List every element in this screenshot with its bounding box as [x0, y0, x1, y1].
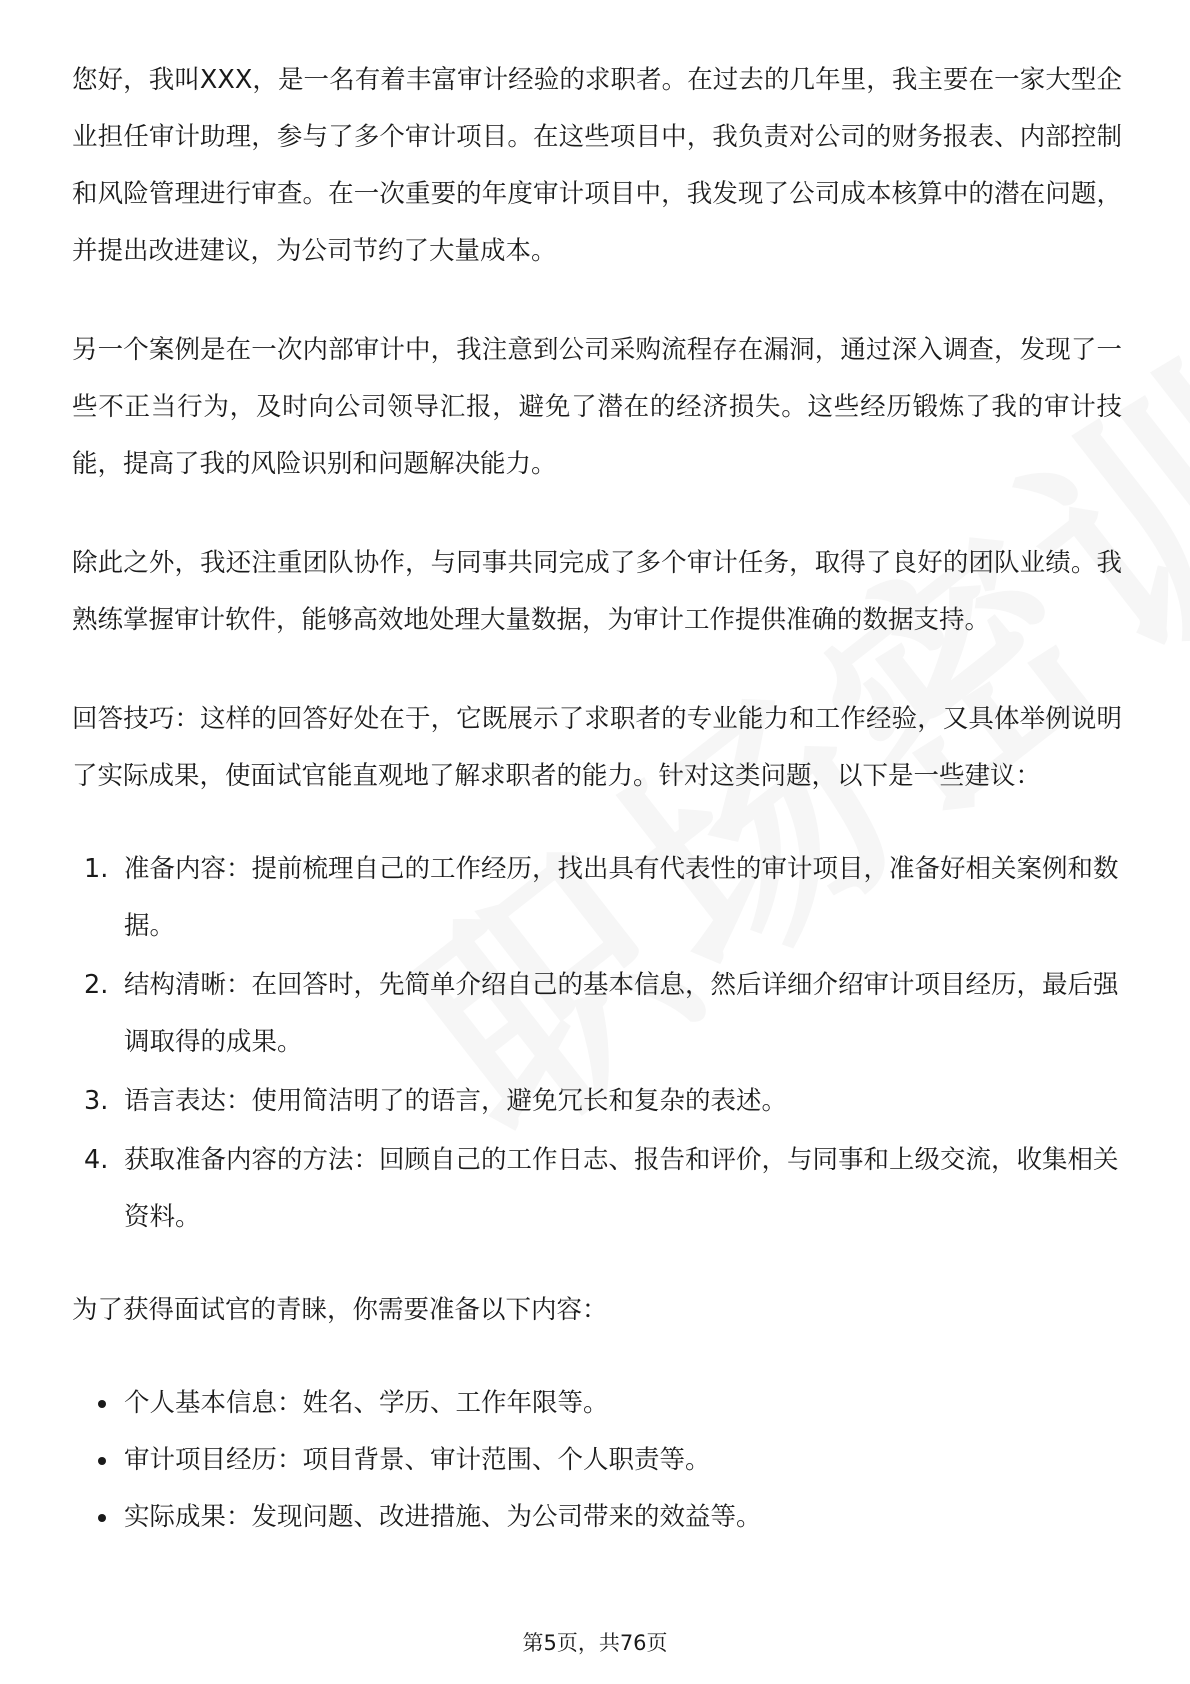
paragraph-case: 另一个案例是在一次内部审计中，我注意到公司采购流程存在漏洞，通过深入调查，发现了一些不正当行为，及时向公司领导汇报，避免了潜在的经济损失。这些经历锻炼了我的审计技能，提高了我的风险识别和问题解决能力。: [72, 335, 1122, 479]
list-item: [72, 1132, 1122, 1246]
list-item-text: 语言表达：使用简洁明了的语言，避免冗长和复杂的表述。: [124, 1086, 788, 1116]
paragraph-tips: 回答技巧：这样的回答好处在于，它既展示了求职者的专业能力和工作经验，又具体举例说明了实际成果，使面试官能直观地了解求职者的能力。针对这类问题，以下是一些建议：: [72, 704, 1122, 791]
paragraph-prep-intro: 为了获得面试官的青睐，你需要准备以下内容：: [72, 1295, 608, 1325]
prep-bullet-list: [72, 1375, 1122, 1546]
list-item-text: 实际成果：发现问题、改进措施、为公司带来的效益等。: [124, 1502, 762, 1532]
list-item-text: 审计项目经历：项目背景、审计范围、个人职责等。: [124, 1445, 711, 1475]
bullet-dot-icon: [98, 1400, 106, 1408]
paragraph-teamwork: 除此之外，我还注重团队协作，与同事共同完成了多个审计任务，取得了良好的团队业绩。我熟练掌握审计软件，能够高效地处理大量数据，为审计工作提供准确的数据支持。: [72, 548, 1122, 635]
list-item: [72, 1375, 1122, 1432]
list-number: 3.: [84, 1086, 109, 1116]
list-number: 2.: [84, 970, 109, 1000]
page-footer: 第5页，共76页: [522, 1631, 668, 1655]
list-item: [72, 957, 1122, 1071]
list-item: [72, 1489, 1122, 1546]
list-item: [72, 841, 1122, 955]
list-item-text: 个人基本信息：姓名、学历、工作年限等。: [124, 1388, 609, 1418]
bullet-dot-icon: [98, 1514, 106, 1522]
list-number: 1.: [84, 854, 109, 884]
list-item: [72, 1073, 1122, 1130]
list-item-text: 结构清晰：在回答时，先简单介绍自己的基本信息，然后详细介绍审计项目经历，最后强调取得的成果。: [124, 970, 1119, 1057]
bullet-dot-icon: [98, 1457, 106, 1465]
document-body: [72, 52, 1122, 1546]
list-item-text: 准备内容：提前梳理自己的工作经历，找出具有代表性的审计项目，准备好相关案例和数据。: [124, 854, 1119, 941]
suggestion-list: [72, 841, 1122, 1246]
list-item-text: 获取准备内容的方法：回顾自己的工作日志、报告和评价，与同事和上级交流，收集相关资料。: [124, 1145, 1119, 1232]
list-item: [72, 1432, 1122, 1489]
paragraph-intro: 您好，我叫XXX，是一名有着丰富审计经验的求职者。在过去的几年里，我主要在一家大型企业担任审计助理，参与了多个审计项目。在这些项目中，我负责对公司的财务报表、内部控制和风险管理进行审查。在一次重要的年度审计项目中，我发现了公司成本核算中的潜在问题，并提出改进建议，为公司节约了大量成本。: [72, 65, 1122, 266]
list-number: 4.: [84, 1145, 109, 1175]
